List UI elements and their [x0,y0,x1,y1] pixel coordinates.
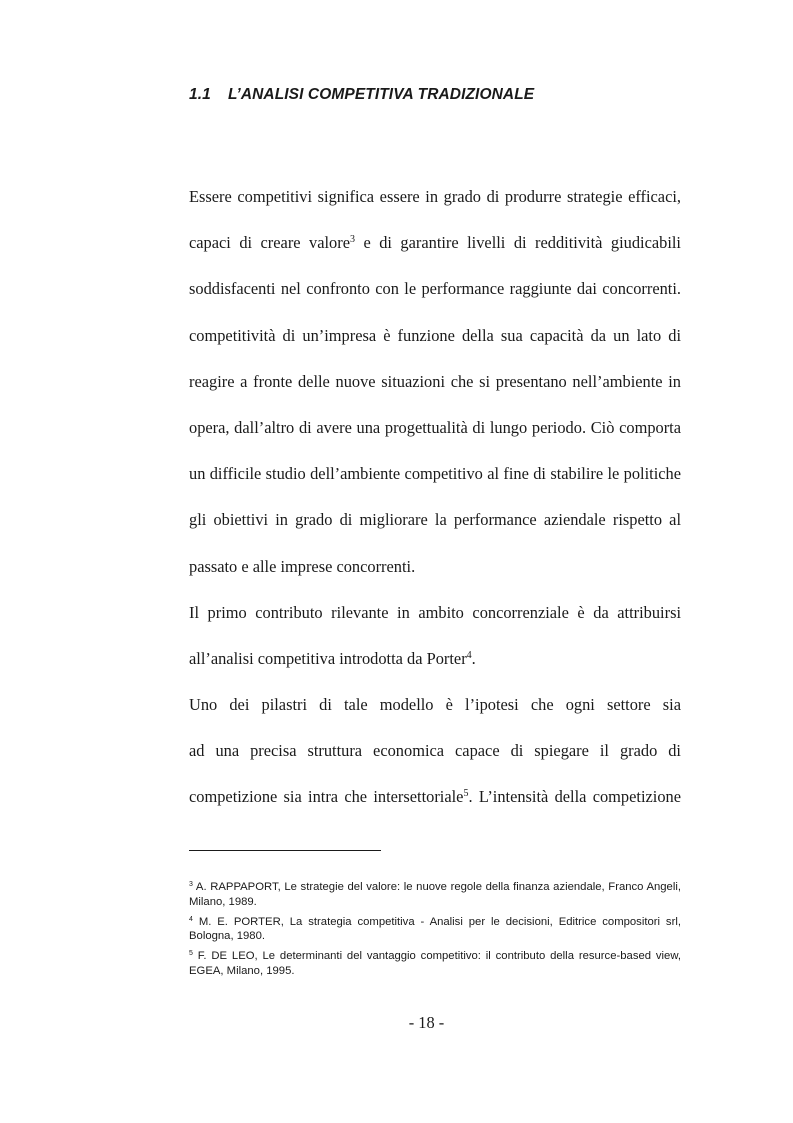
body-text-fragment: capaci di creare valore [189,233,350,253]
footnote-mark: 3 [189,881,193,888]
body-text-fragment: all’analisi competitiva introdotta da Porter [189,648,467,668]
body-text-fragment: . L’intensità della competizione [468,787,681,807]
footnote-reference: 4 [466,649,472,661]
section-title: L’ANALISI COMPETITIVA TRADIZIONALE [228,86,535,103]
page-number: - 18 - [408,1013,445,1032]
footnote-separator [189,850,381,851]
footnotes [189,880,681,984]
footnote-mark: 5 [189,950,193,958]
footnote [189,949,681,979]
body-line: ad una precisa struttura economica capace di spiegare il grado di [189,741,681,761]
body-text-fragment: . [471,648,476,668]
footnote [189,915,681,945]
body-text [189,174,681,821]
footnote [189,880,681,910]
section-number: 1.1 [189,86,211,103]
body-line: opera, dall’altro di avere una progettualità di lungo periodo. Ciò comporta [189,417,681,437]
section-heading [189,86,534,104]
footnote-text: M. E. PORTER, La strategia competitiva - Analisi per le decisioni, Editrice compositori srl, Bologna, 1980. [189,915,681,943]
body-line: passato e alle imprese concorrenti. [189,556,416,576]
body-line: Uno dei pilastri di tale modello è l’ipotesi che ogni settore sia [189,695,681,715]
body-line [189,774,681,820]
footnote-text: A. RAPPAPORT, Le strategie del valore: le nuove regole della finanza aziendale, Franco Angeli, Milano, 1989. [189,881,681,908]
footnote-reference: 3 [349,234,355,246]
body-line [189,636,681,682]
body-line: un difficile studio dell’ambiente competitivo al fine di stabilire le politiche [189,464,681,484]
footnote-text: F. DE LEO, Le determinanti del vantaggio competitivo: il contributo della resurce-based view, EGEA, Milano, 1995. [189,950,681,977]
body-line: Il primo contributo rilevante in ambito concorrenziale è da attribuirsi [189,602,681,622]
body-line: Essere competitivi significa essere in grado di produrre strategie efficaci, [189,187,681,206]
body-line [189,220,681,266]
body-line: soddisfacenti nel confronto con le performance raggiunte dai concorrenti. [189,279,681,299]
body-text-fragment: e di garantire livelli di redditività giudicabili [354,233,681,253]
body-text-fragment: competizione sia intra che intersettoriale [189,787,464,807]
footnote-reference: 5 [463,788,469,800]
body-line: reagire a fronte delle nuove situazioni che si presentano nell’ambiente in [189,371,681,391]
body-line: competitività di un’impresa è funzione della sua capacità da un lato di [189,325,681,345]
body-line: gli obiettivi in grado di migliorare la performance aziendale rispetto al [189,510,681,530]
footnote-mark: 4 [189,915,193,923]
